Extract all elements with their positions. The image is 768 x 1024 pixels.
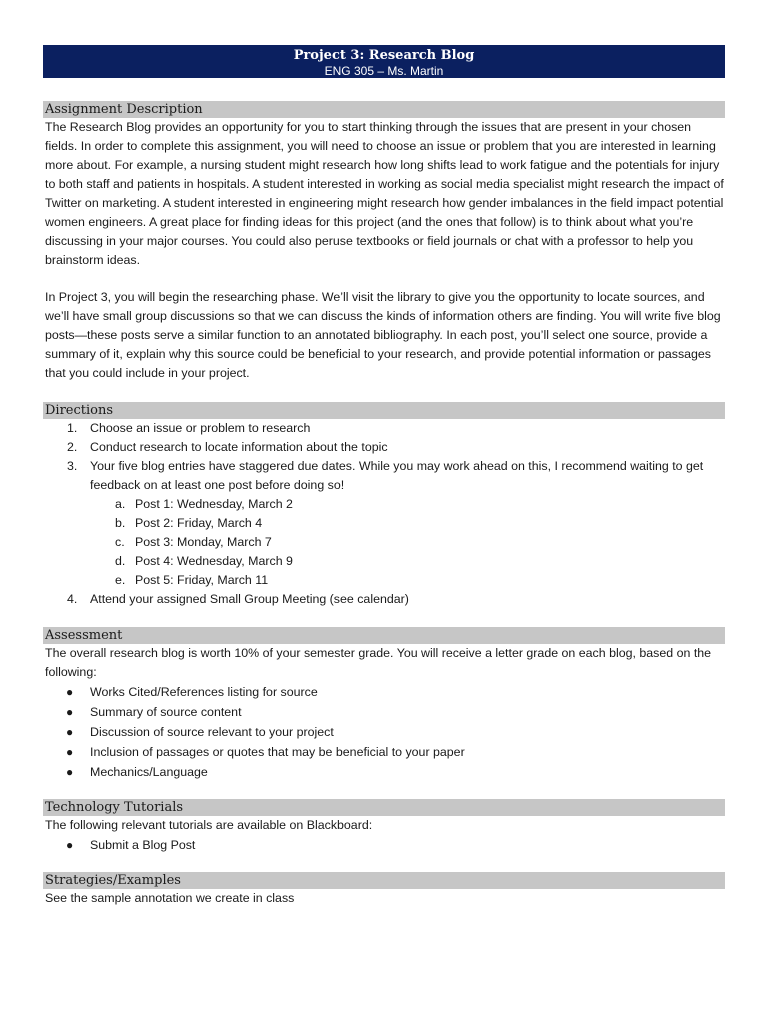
document-title: Project 3: Research Blog bbox=[293, 48, 475, 63]
list-item-text: Post 5: Friday, March 11 bbox=[135, 573, 269, 587]
list-item-text: Summary of source content bbox=[90, 705, 242, 719]
assignment-heading: Assignment Description bbox=[43, 101, 725, 118]
technology-intro: The following relevant tutorials are available on Blackboard: bbox=[45, 818, 373, 832]
assessment-section bbox=[43, 627, 725, 782]
list-letter: e. bbox=[115, 573, 126, 587]
assessment-intro: The overall research blog is worth 10% of your semester grade. You will receive a letter grade on each blog, based on the following: bbox=[45, 646, 712, 679]
list-item-text: Conduct research to locate information about the topic bbox=[90, 440, 388, 454]
list-item bbox=[43, 438, 725, 457]
list-item bbox=[90, 495, 725, 514]
bullet-icon: ● bbox=[66, 705, 74, 719]
bullet-icon: ● bbox=[66, 838, 74, 852]
list-item bbox=[43, 702, 725, 722]
document-page bbox=[43, 45, 725, 908]
bullet-icon: ● bbox=[66, 745, 74, 759]
bullet-icon: ● bbox=[66, 685, 74, 699]
list-number: 3. bbox=[67, 459, 78, 473]
document-subtitle: ENG 305 – Ms. Martin bbox=[324, 64, 444, 78]
list-letter: c. bbox=[115, 535, 125, 549]
list-item bbox=[43, 590, 725, 609]
list-item bbox=[43, 419, 725, 438]
directions-list bbox=[43, 419, 725, 609]
technology-section bbox=[43, 799, 725, 855]
list-letter: d. bbox=[115, 554, 126, 568]
list-letter: b. bbox=[115, 516, 126, 530]
directions-section bbox=[43, 402, 725, 609]
directions-heading: Directions bbox=[43, 402, 725, 419]
list-item bbox=[43, 742, 725, 762]
list-item bbox=[43, 835, 725, 855]
list-item-text: Mechanics/Language bbox=[90, 765, 208, 779]
technology-heading: Technology Tutorials bbox=[43, 799, 725, 816]
strategies-section bbox=[43, 872, 725, 908]
list-item bbox=[43, 762, 725, 782]
assessment-heading: Assessment bbox=[43, 627, 725, 644]
list-item bbox=[90, 533, 725, 552]
bullet-icon: ● bbox=[66, 765, 74, 779]
list-item-text: Inclusion of passages or quotes that may be beneficial to your paper bbox=[90, 745, 465, 759]
assessment-criteria-list bbox=[43, 682, 725, 782]
list-item bbox=[43, 457, 725, 590]
list-item-text: Discussion of source relevant to your project bbox=[90, 725, 334, 739]
list-number: 2. bbox=[67, 440, 78, 454]
list-item-text: Post 2: Friday, March 4 bbox=[135, 516, 263, 530]
strategies-text: See the sample annotation we create in class bbox=[45, 891, 295, 905]
list-item bbox=[90, 552, 725, 571]
list-item bbox=[90, 571, 725, 590]
list-item-text: Post 1: Wednesday, March 2 bbox=[135, 497, 293, 511]
assignment-paragraph: In Project 3, you will begin the researching phase. We’ll visit the library to give you the opportunity to locate sources, and we’ll have small group discussions so that we can discuss the kinds of information others are finding. You will write five blog posts—these posts serve a similar function to an annotated bibliography. In each post, you’ll select one source, provide a summary of it, explain why this source could be beneficial to your research, and provide potential information or passages that you could include in your project. bbox=[45, 290, 721, 380]
due-dates-list bbox=[90, 495, 725, 590]
list-letter: a. bbox=[115, 497, 126, 511]
bullet-icon: ● bbox=[66, 725, 74, 739]
list-item bbox=[43, 682, 725, 702]
list-item-text: Post 3: Monday, March 7 bbox=[135, 535, 272, 549]
tutorials-list bbox=[43, 835, 725, 855]
assignment-paragraph: The Research Blog provides an opportunity for you to start thinking through the issues that are present in your chosen fields. In order to complete this assignment, you will need to choose an issue or problem that you are interested in learning more about. For example, a nursing student might research how long shifts lead to work fatigue and the potentials for injury to both staff and patients in hospitals. A student interested in working as social media specialist might research the impact of Twitter on marketing. A student interested in engineering might research how gender imbalances in the field impact potential women engineers. A great place for finding ideas for this project (and the ones that follow) is to think about what you’re discussing in your major courses. You could also peruse textbooks or field journals or chat with a professor to help you brainstorm ideas. bbox=[45, 120, 724, 267]
list-item-text: Attend your assigned Small Group Meeting (see calendar) bbox=[90, 592, 409, 606]
list-item-text: Your five blog entries have staggered due dates. While you may work ahead on this, I recommend waiting to get feedback on at least one post before doing so! bbox=[90, 459, 704, 492]
list-item-text: Post 4: Wednesday, March 9 bbox=[135, 554, 293, 568]
strategies-heading: Strategies/Examples bbox=[43, 872, 725, 889]
list-number: 4. bbox=[67, 592, 78, 606]
title-banner bbox=[43, 45, 725, 78]
list-item bbox=[90, 514, 725, 533]
list-item-text: Choose an issue or problem to research bbox=[90, 421, 311, 435]
list-number: 1. bbox=[67, 421, 78, 435]
list-item bbox=[43, 722, 725, 742]
assignment-section bbox=[43, 101, 725, 383]
list-item-text: Submit a Blog Post bbox=[90, 838, 196, 852]
list-item-text: Works Cited/References listing for source bbox=[90, 685, 318, 699]
